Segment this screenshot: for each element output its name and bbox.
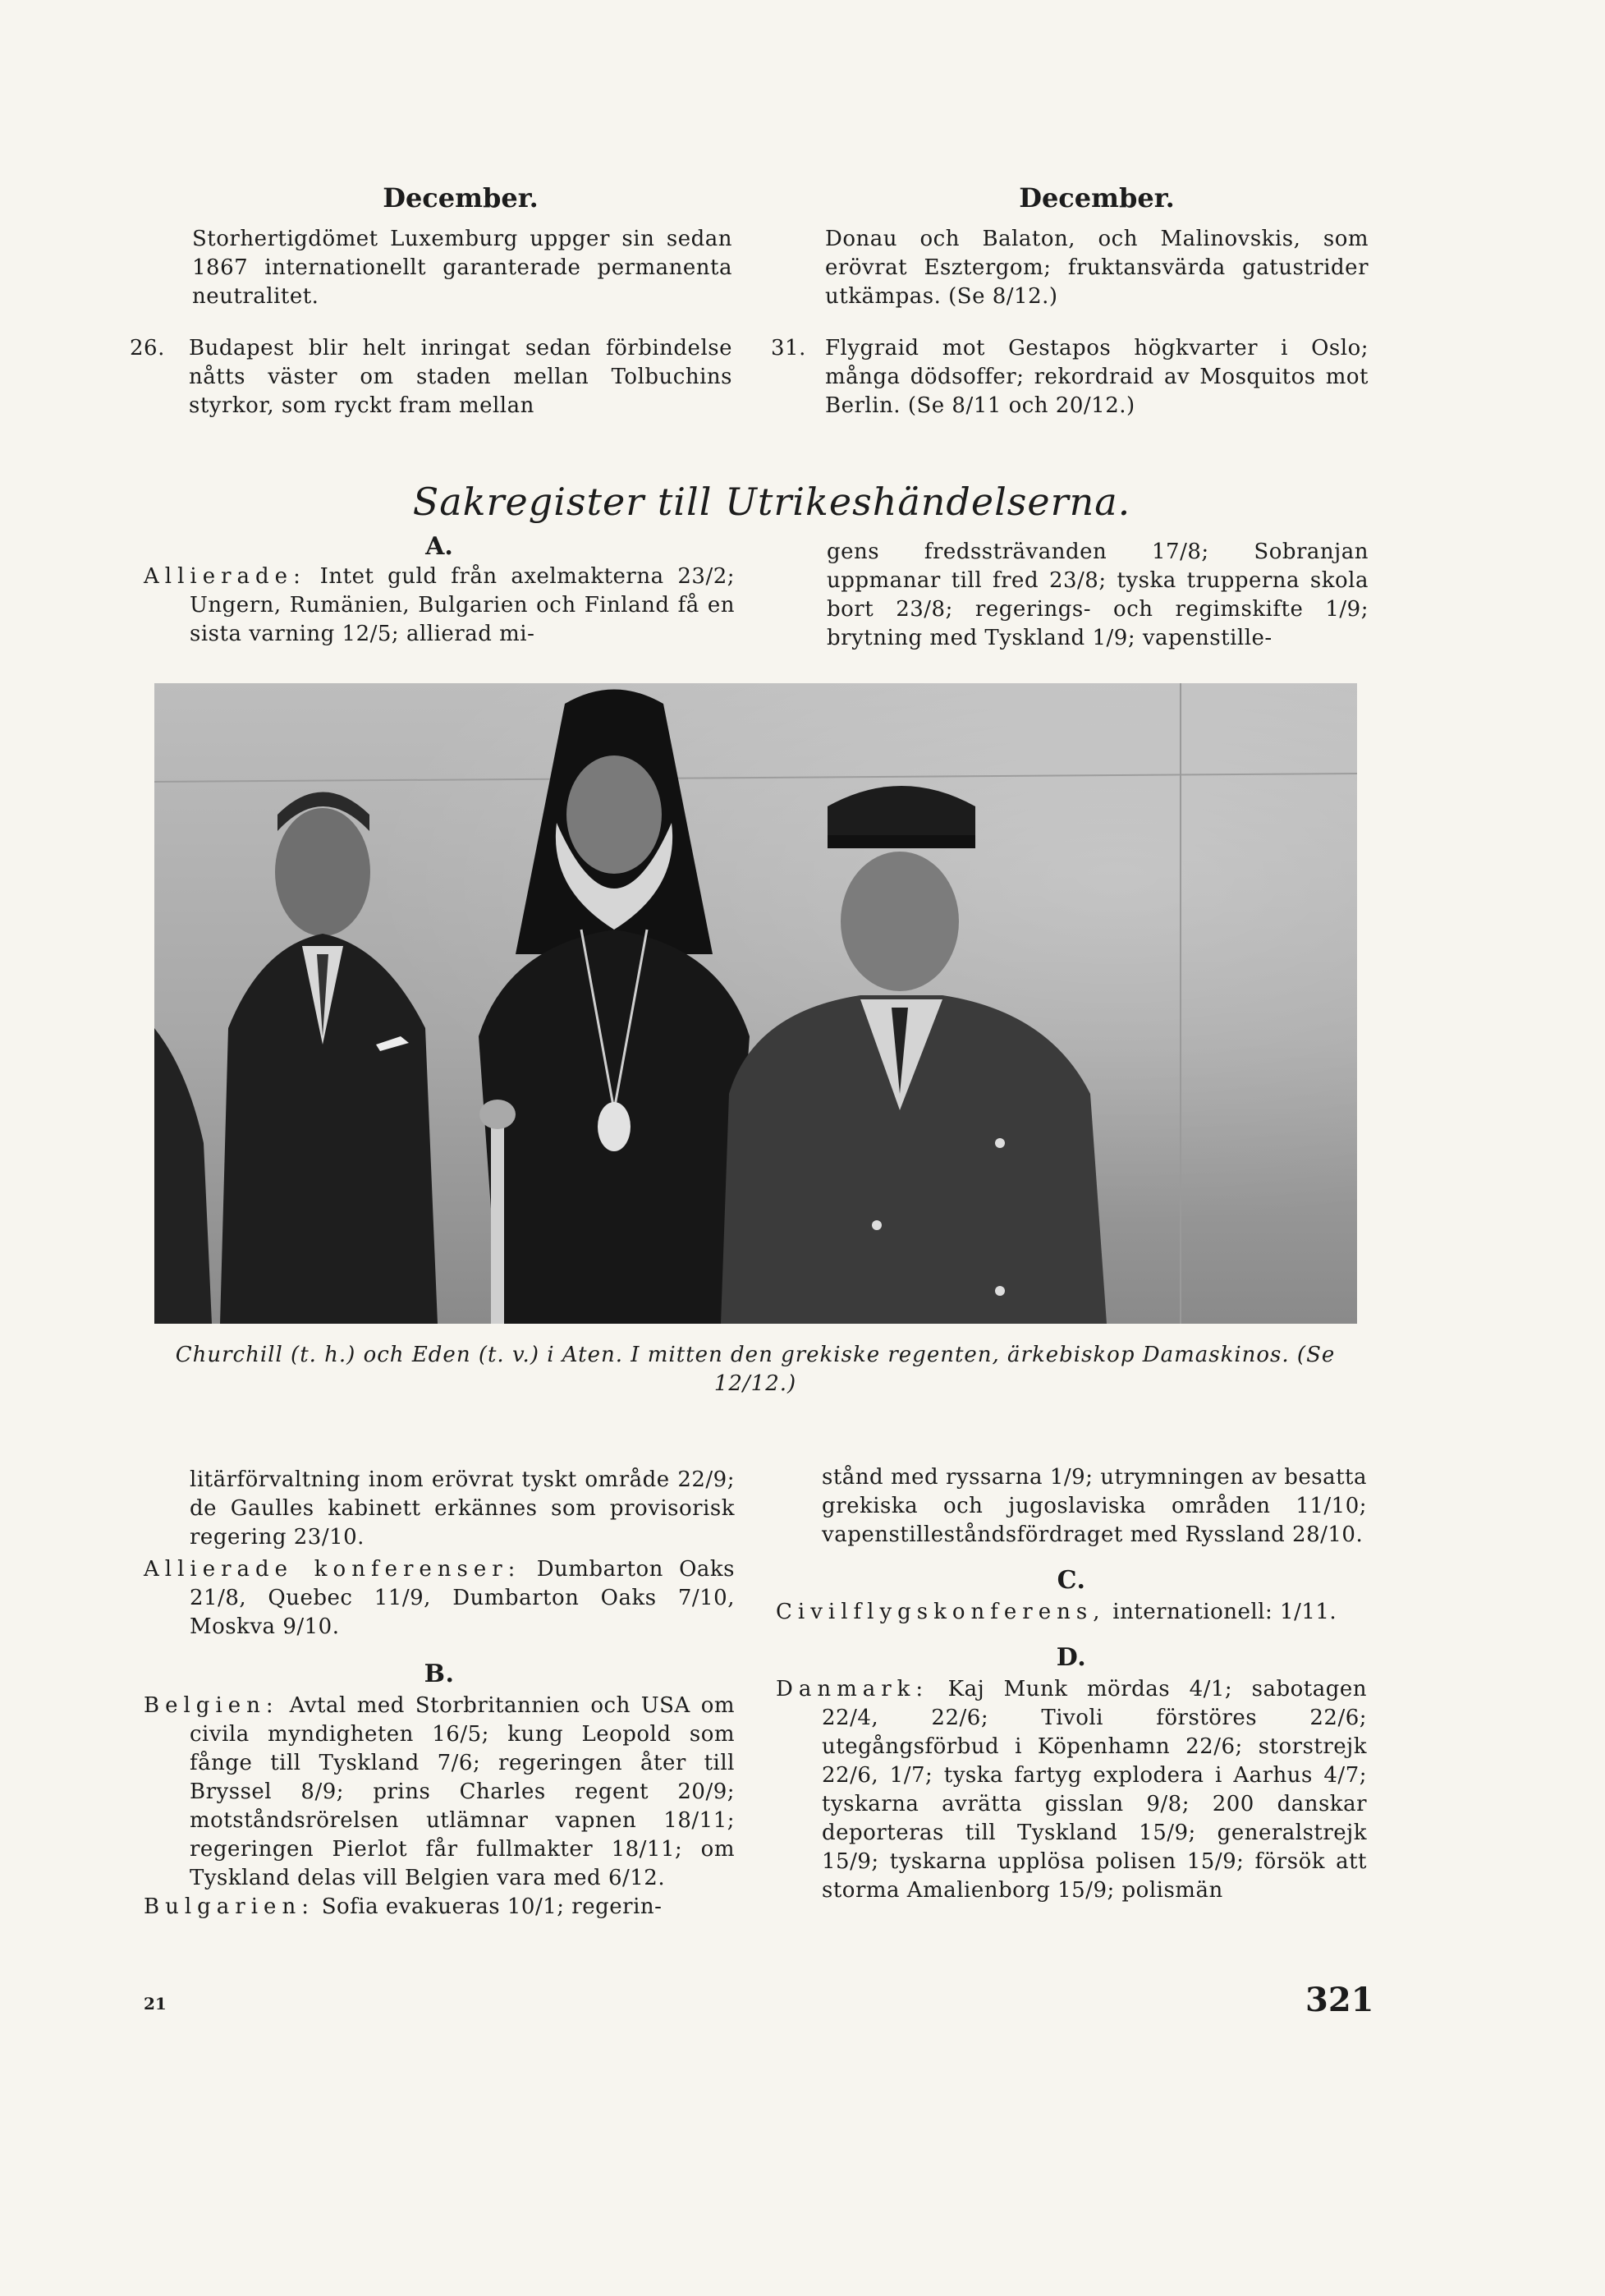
photo-caption: Churchill (t. h.) och Eden (t. v.) i Aten. I mitten den grekiske regenten, ärkebiskop Damaskinos. (Se 12/12.) <box>175 1343 1336 1396</box>
civilflyg-entry <box>776 1598 1367 1627</box>
allierade-text: Intet guld från axelmakterna 23/2; Ungern, Rumänien, Bulgarien och Finland få en sista varning 12/5; allierad mi- <box>190 564 736 646</box>
register-left-top <box>144 532 735 649</box>
section-d-letter: D. <box>1056 1643 1087 1672</box>
entry-31 <box>771 334 1369 420</box>
figure-damaskinos <box>479 690 750 1325</box>
allierade-key: Allierade: <box>144 564 306 589</box>
bulgarien-key: Bulgarien: <box>144 1894 314 1919</box>
left-column-top <box>130 182 732 420</box>
entry-31-number: 31. <box>771 336 806 360</box>
danmark-entry <box>776 1675 1367 1905</box>
luxemburg-entry <box>189 225 732 311</box>
figure-eden <box>220 792 438 1325</box>
konferenser-key: Allierade konferenser: <box>144 1557 521 1582</box>
bulgarien-entry <box>144 1893 735 1922</box>
register-right-top <box>827 538 1369 653</box>
konferenser-text: Dumbarton Oaks 21/8, Quebec 11/9, Dumbarton Oaks 7/10, Moskva 9/10. <box>190 1557 735 1639</box>
left-column-heading: December. <box>383 182 539 214</box>
belgien-key: Belgien: <box>144 1693 279 1718</box>
section-a-letter: A. <box>425 532 453 561</box>
photograph-churchill-eden-damaskinos <box>154 683 1357 1324</box>
register-right-bottom <box>776 1463 1367 1905</box>
donau-text: Donau och Balaton, och Malinovskis, som erövrat Esztergom; fruktansvärda gatustrider utkämpas. (Se 8/12.) <box>825 227 1369 309</box>
register-title: Sakregister till Utrikeshändelserna. <box>412 480 1131 524</box>
register-left-bottom <box>144 1466 735 1922</box>
section-c-letter: C. <box>1057 1566 1086 1595</box>
right-column-heading: December. <box>1019 182 1175 214</box>
photo-illustration <box>154 683 1357 1324</box>
right-column-top <box>771 182 1369 420</box>
luxemburg-text: Storhertigdömet Luxemburg uppger sin sedan 1867 internationellt garanterade permanenta neutralitet. <box>192 227 732 309</box>
bulgarien-continuation: gens fredssträvanden 17/8; Sobranjan uppmanar till fred 23/8; tyska trupperna skola bort 23/8; regerings- och regimskifte 1/9; brytning med Tyskland 1/9; vapenstille- <box>827 540 1369 650</box>
konferenser-entry <box>144 1555 735 1642</box>
danmark-text: Kaj Munk mördas 4/1; sabotagen 22/4, 22/6; Tivoli förstöres 22/6; utegångsförbud i Köpenhamn 22/6; storstrejk 22/6, 1/7; tyska fartyg explodera i Aarhus 4/7; tyskarna avrätta gisslan 9/8; 200 danskar deporteras till Tyskland 15/9; generalstrejk 15/9; tyskarna upplösa polisen 15/9; försök att storma Amalienborg 15/9; polismän <box>822 1677 1367 1903</box>
entry-31-text: Flygraid mot Gestapos högkvarter i Oslo; många dödsoffer; rekordraid av Mosquitos mot Berlin. (Se 8/11 och 20/12.) <box>825 336 1369 418</box>
bulgarien-text: Sofia evakueras 10/1; regerin- <box>321 1894 663 1919</box>
belgien-entry <box>144 1692 735 1893</box>
signature-mark: 21 <box>144 1994 167 2014</box>
entry-26-text: Budapest blir helt inringat sedan förbindelse nåtts väster om staden mellan Tolbuchins styrkor, som ryckt fram mellan <box>189 336 732 418</box>
page-number: 321 <box>1305 1981 1374 2019</box>
allierade-continuation: litärförvaltning inom erövrat tyskt område 22/9; de Gaulles kabinett erkännes som provisorisk regering 23/10. <box>190 1467 735 1550</box>
donau-entry <box>825 225 1369 311</box>
section-b-letter: B. <box>424 1660 455 1688</box>
civilflyg-key: Civilflygskonferens, <box>776 1600 1106 1624</box>
entry-26 <box>130 334 732 420</box>
figure-churchill <box>721 786 1107 1324</box>
civilflyg-text: internationell: 1/11. <box>1112 1600 1337 1624</box>
entry-26-number: 26. <box>130 336 165 360</box>
danmark-key: Danmark: <box>776 1677 929 1701</box>
vapenstillestand-continuation: stånd med ryssarna 1/9; utrymningen av besatta grekiska och jugoslaviska områden 11/10; vapenstilleståndsfördraget med Ryssland 28/10. <box>822 1465 1367 1547</box>
allierade-entry <box>144 563 735 649</box>
belgien-text: Avtal med Storbritannien och USA om civila myndigheten 16/5; kung Leopold som fånge till Tyskland 7/6; regeringen åter till Bryssel 8/9; prins Charles regent 20/9; motståndsrörelsen utlämnar vapnen 18/11; regeringen Pierlot får fullmakter 18/11; om Tyskland delas vill Belgien vara med 6/12. <box>190 1693 735 1890</box>
